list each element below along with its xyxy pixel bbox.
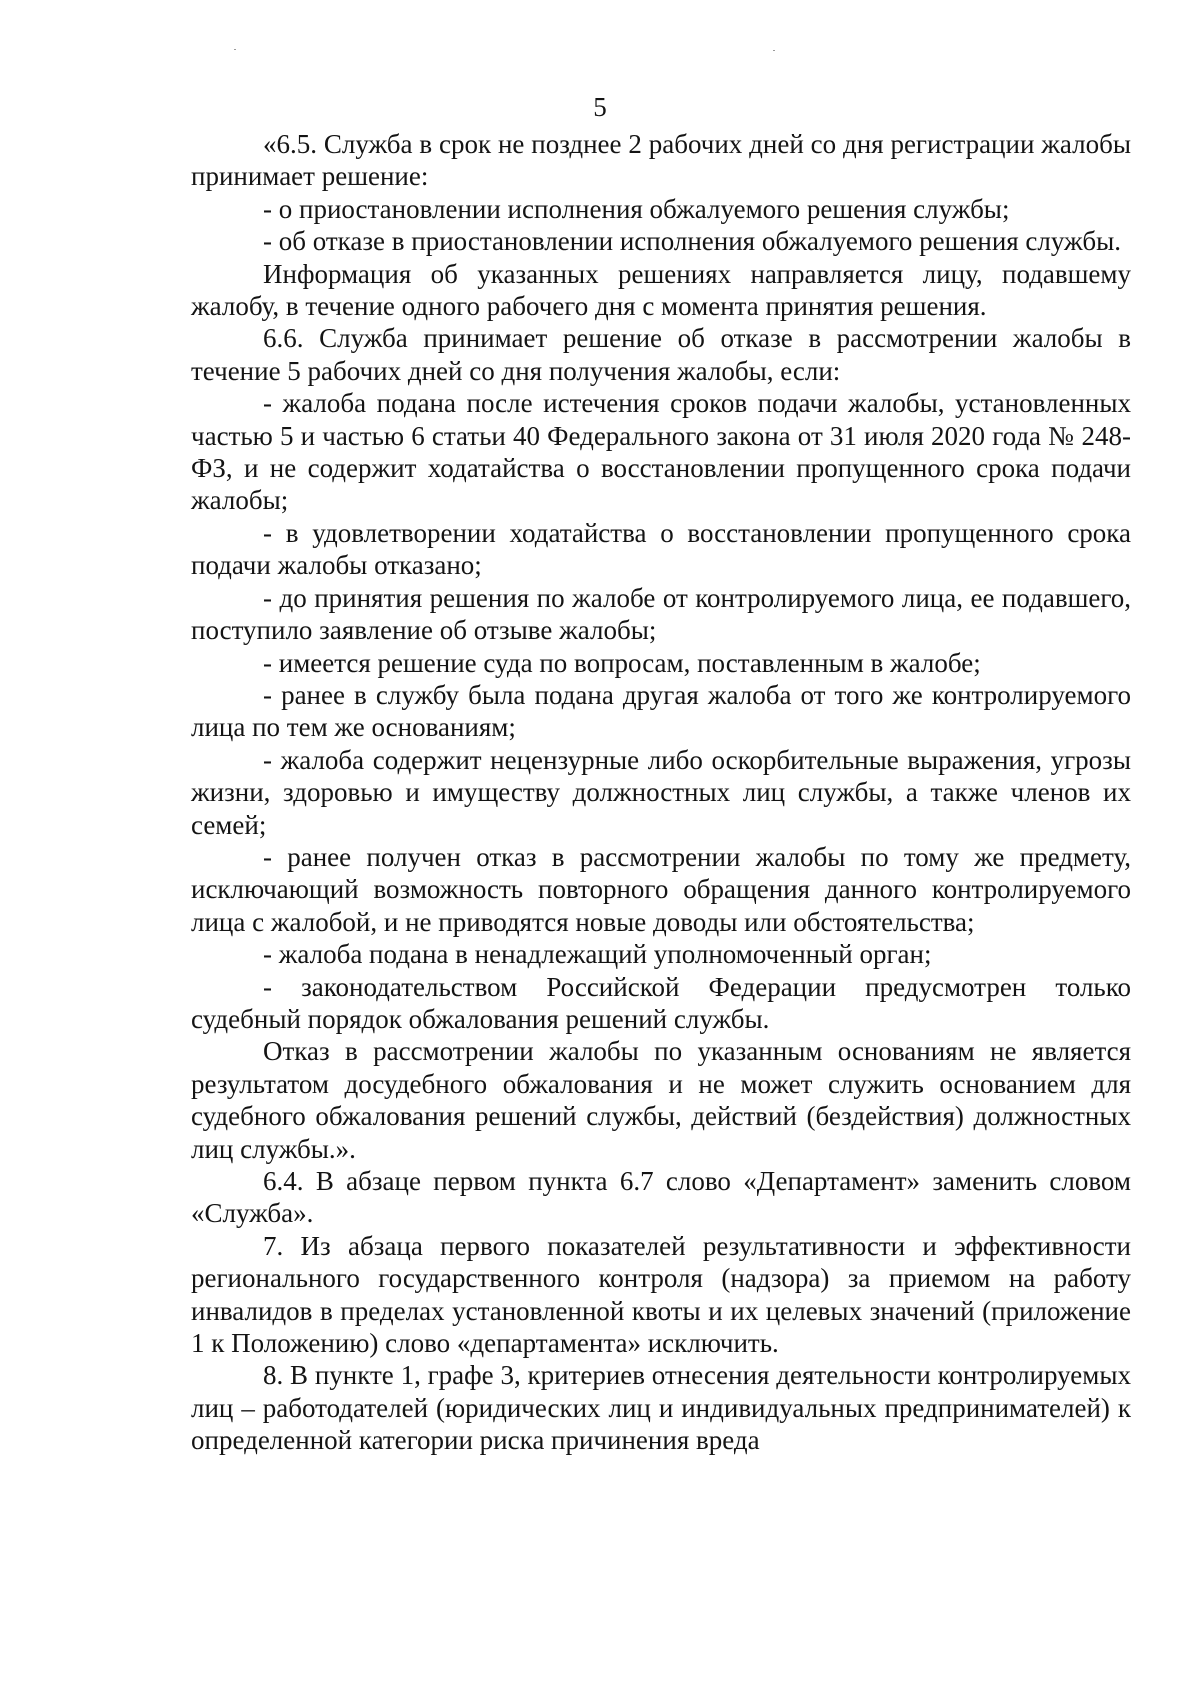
paragraph-6-4: 6.4. В абзаце первом пункта 6.7 слово «Департамент» заменить словом «Служба». bbox=[191, 1166, 1131, 1229]
paragraph-refusal-effect: Отказ в рассмотрении жалобы по указанным основаниям не является результатом досудебного обжалования и не может служить основанием для судебного обжалования решений службы, действий (бездействия) должностных лиц службы.». bbox=[191, 1036, 1131, 1164]
paragraph-notification: Информация об указанных решениях направляется лицу, подавшему жалобу, в течение одного рабочего дня с момента принятия решения. bbox=[191, 258, 1131, 322]
scan-speck bbox=[773, 50, 775, 51]
page-number: 5 bbox=[593, 92, 607, 122]
list-item-court-only: - законодательством Российской Федерации предусмотрен только судебный порядок обжалования решений службы. bbox=[191, 971, 1131, 1034]
paragraph-6-6: 6.6. Служба принимает решение об отказе в рассмотрении жалобы в течение 5 рабочих дней со дня получения жалобы, если: bbox=[191, 323, 1131, 386]
list-item-prior-refusal: - ранее получен отказ в рассмотрении жалобы по тому же предмету, исключающий возможность повторного обращения данного контролируемого лица с жалобой, и не приводятся новые доводы или обстоятельства; bbox=[191, 841, 1131, 937]
list-item-offensive-language: - жалоба содержит нецензурные либо оскорбительные выражения, угрозы жизни, здоровью и имуществу должностных лиц службы, а также членов их семей; bbox=[191, 744, 1131, 840]
scan-speck bbox=[234, 49, 236, 50]
list-item-court-decision: - имеется решение суда по вопросам, поставленным в жалобе; bbox=[263, 647, 981, 678]
list-item-refusal-suspension: - об отказе в приостановлении исполнения обжалуемого решения службы. bbox=[263, 226, 1121, 257]
list-item-withdrawal: - до принятия решения по жалобе от контролируемого лица, ее подавшего, поступило заявление об отзыве жалобы; bbox=[191, 582, 1131, 646]
list-item-suspension: - о приостановлении исполнения обжалуемого решения службы; bbox=[263, 193, 1010, 224]
paragraph-8: 8. В пункте 1, графе 3, критериев отнесения деятельности контролируемых лиц – работодателей (юридических лиц и индивидуальных предпринимателей) к определенной категории риска причинения вреда bbox=[191, 1360, 1131, 1456]
paragraph-7: 7. Из абзаца первого показателей результативности и эффективности регионального государственного контроля (надзора) за приемом на работу инвалидов в пределах установленной квоты и их целевых значений (приложение 1 к Положению) слово «департамента» исключить. bbox=[191, 1230, 1131, 1359]
list-item-wrong-authority: - жалоба подана в ненадлежащий уполномоченный орган; bbox=[263, 939, 932, 970]
document-body bbox=[191, 128, 1131, 1457]
list-item-duplicate-complaint: - ранее в службу была подана другая жалоба от того же контролируемого лица по тем же основаниям; bbox=[191, 679, 1131, 743]
list-item-deadline: - жалоба подана после истечения сроков подачи жалобы, установленных частью 5 и частью 6 статьи 40 Федерального закона от 31 июля 2020 года № 248-ФЗ, и не содержит ходатайства о восстановлении пропущенного срока подачи жалобы; bbox=[191, 388, 1131, 516]
list-item-petition-refused: - в удовлетворении ходатайства о восстановлении пропущенного срока подачи жалобы отказано; bbox=[191, 517, 1131, 581]
paragraph-6-5: «6.5. Служба в срок не позднее 2 рабочих дней со дня регистрации жалобы принимает решение: bbox=[191, 129, 1131, 192]
